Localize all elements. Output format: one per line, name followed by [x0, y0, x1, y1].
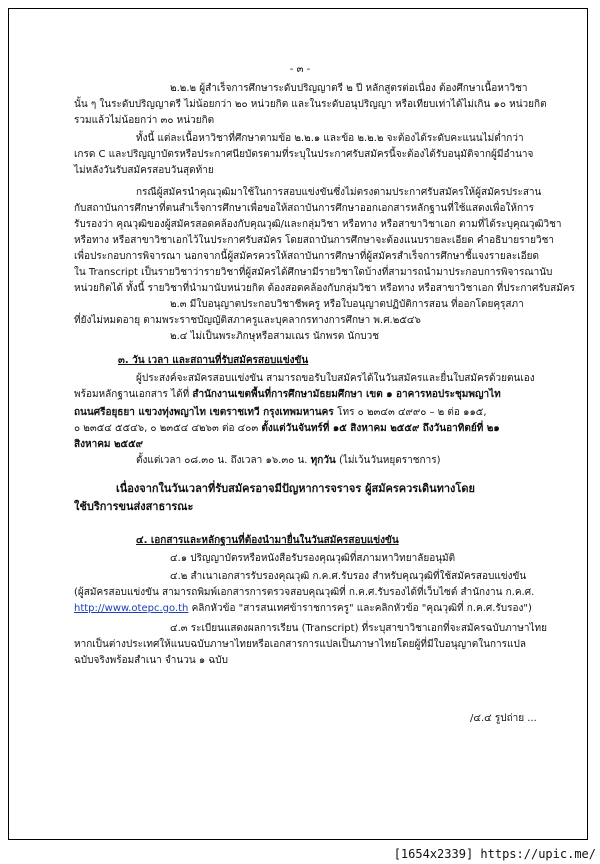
paragraph-line: ๒.๒.๒ ผู้สำเร็จการศึกษาระดับปริญญาตรี ๒ ปี หลักสูตรต่อเนื่อง ต้องศึกษาเนื้อหาวิชา — [170, 83, 528, 94]
paragraph-line: http://www.otepc.go.th คลิกหัวข้อ "สารสนเทศข้าราชการครู" และคลิกหัวข้อ "คุณวุฒิที่ ก.ค.ศ.รับรอง") — [74, 603, 532, 614]
paragraph-line: ๔.๒ สำเนาเอกสารรับรองคุณวุฒิ ก.ค.ศ.รับรอง สำหรับคุณวุฒิที่ใช้สมัครสอบแข่งขัน — [170, 571, 527, 582]
page-number: - ๓ - — [289, 64, 311, 75]
section-3-heading: ๓. วัน เวลา และสถานที่รับสมัครสอบแข่งขัน — [118, 355, 309, 366]
paragraph-line: ใช้บริการขนส่งสาธารณะ — [74, 500, 194, 513]
paragraph-line: ฉบับจริงพร้อมสำเนา จำนวน ๑ ฉบับ — [74, 655, 228, 666]
paragraph-line: หรือทาง หรือสาขาวิชาเอกไว้ในประกาศรับสมัคร โดยสถาบันการศึกษาจะต้องแนบรายละเอียด คำอธิบายรายวิชา — [74, 235, 554, 246]
paragraph-line: ถนนศรีอยุธยา แขวงทุ่งพญาไท เขตราชเทวี กรุงเทพมหานคร โทร ๐ ๒๓๔๓ ๔๙๙๐ – ๒ ต่อ ๑๑๕, — [74, 407, 487, 418]
paragraph-line: กับสถาบันการศึกษาที่ตนสำเร็จการศึกษาเพื่อขอให้สถาบันการศึกษาออกเอกสารหลักฐานที่ใช้แสดงเพื่อให้การ — [74, 203, 534, 214]
footer-bar — [0, 846, 600, 864]
paragraph-line: ตั้งแต่เวลา ๐๘.๓๐ น. ถึงเวลา ๑๖.๓๐ น. ทุกวัน (ไม่เว้นวันหยุดราชการ) — [136, 455, 441, 466]
paragraph-line: เนื่องจากในวันเวลาที่รับสมัครอาจมีปัญหาการจราจร ผู้สมัครควรเดินทางโดย — [116, 482, 475, 495]
otepc-link[interactable]: http://www.otepc.go.th — [74, 603, 189, 614]
paragraph-line: สิงหาคม ๒๕๕๙ — [74, 439, 144, 450]
paragraph-line: รับรองว่า คุณวุฒิของผู้สมัครสอดคล้องกับคุณวุฒิ/และกลุ่มวิชา หรือทาง หรือสาขาวิชาเอก ตามที่ได้ระบุคุณวุฒิวิชา — [74, 219, 562, 230]
paragraph-line: หากเป็นต่างประเทศให้แนบฉบับภาษาไทยหรือเอกสารการแปลเป็นภาษาไทยโดยผู้ที่มีใบอนุญาตในการแปล — [74, 639, 526, 650]
paragraph-line: ๒.๓ มีใบอนุญาตประกอบวิชาชีพครู หรือใบอนุญาตปฏิบัติการสอน ที่ออกโดยคุรุสภา — [170, 299, 524, 310]
paragraph-line: กรณีผู้สมัครนำคุณวุฒิมาใช้ในการสอบแข่งขันซึ่งไม่ตรงตามประกาศรับสมัครให้ผู้สมัครประสาน — [136, 187, 542, 198]
section-4-heading: ๔. เอกสารและหลักฐานที่ต้องนำมายื่นในวันสมัครสอบแข่งขัน — [136, 535, 399, 546]
paragraph-line: ๐ ๒๓๕๔ ๕๕๔๖, ๐ ๒๓๕๔ ๔๒๖๓ ต่อ ๔๐๓ ตั้งแต่วันจันทร์ที่ ๑๕ สิงหาคม ๒๕๕๙ ถึงวันอาทิตย์ที่ ๒๑ — [74, 423, 500, 434]
paragraph-line: ใน Transcript เป็นรายวิชาว่ารายวิชาที่ผู้สมัครได้ศึกษามีรายวิชาใดบ้างที่สามารถนำมาประกอบการพิจารณานับ — [74, 267, 553, 278]
paragraph-line: (ผู้สมัครสอบแข่งขัน สามารถพิมพ์เอกสารการตรวจสอบคุณวุฒิที่ ก.ค.ศ.รับรองได้ที่เว็บไซต์ สำนักงาน ก.ค.ศ. — [74, 587, 535, 598]
paragraph-line: ที่ยังไม่หมดอายุ ตามพระราชบัญญัติสภาครูและบุคลากรทางการศึกษา พ.ศ.๒๕๔๖ — [74, 315, 421, 326]
paragraph-line: นั้น ๆ ในระดับปริญญาตรี ไม่น้อยกว่า ๒๐ หน่วยกิต และในระดับอนุปริญญา หรือเทียบเท่าได้ไม่เกิน ๑๐ หน่วยกิต — [74, 99, 547, 110]
paragraph-line: ไม่หลังวันรับสมัครสอบวันสุดท้าย — [74, 165, 214, 176]
paragraph-line: หน่วยกิตได้ ทั้งนี้ รายวิชาที่นำมานับหน่วยกิต ต้องสอดคล้องกับกลุ่มวิชา หรือทาง หรือสาขาวิชาเอก ที่ประกาศรับสมัคร — [74, 283, 575, 294]
continuation-note: /๔.๔ รูปถ่าย ... — [470, 713, 537, 724]
paragraph-line: ผู้ประสงค์จะสมัครสอบแข่งขัน สามารถขอรับใบสมัครได้ในวันสมัครและยื่นใบสมัครด้วยตนเอง — [136, 373, 535, 384]
paragraph-line: รวมแล้วไม่น้อยกว่า ๓๐ หน่วยกิต — [74, 115, 215, 126]
paragraph-line: เกรด C และปริญญาบัตรหรือประกาศนียบัตรตามที่ระบุในประกาศรับสมัครนี้จะต้องได้รับอนุมัติจากผู้มีอำนาจ — [74, 149, 534, 160]
paragraph-line: ๔.๑ ปริญญาบัตรหรือหนังสือรับรองคุณวุฒิที่สภามหาวิทยาลัยอนุมัติ — [170, 553, 456, 564]
paragraph-line: ทั้งนี้ แต่ละเนื้อหาวิชาที่ศึกษาตามข้อ ๒.๒.๑ และข้อ ๒.๒.๒ จะต้องได้ระดับคะแนนไม่ต่ำกว่า — [136, 133, 524, 144]
paragraph-line: พร้อมหลักฐานเอกสาร ได้ที่ สำนักงานเขตพื้นที่การศึกษามัธยมศึกษา เขต ๑ อาคารหอประชุมพญาไท — [74, 389, 501, 400]
image-host-caption: [1654x2339] https://upic.me/ — [393, 847, 596, 861]
paragraph-line: ๒.๔ ไม่เป็นพระภิกษุหรือสามเณร นักพรต นักบวช — [170, 331, 380, 342]
paragraph-line: เพื่อประกอบการพิจารณา นอกจากนี้ผู้สมัครควรให้สถาบันการศึกษาที่ผู้สมัครสำเร็จการศึกษาชี้แจงรายละเอียด — [74, 251, 540, 262]
paragraph-line: ๔.๓ ระเบียนแสดงผลการเรียน (Transcript) ที่ระบุสาขาวิชาเอกที่จะสมัครฉบับภาษาไทย — [170, 623, 547, 634]
